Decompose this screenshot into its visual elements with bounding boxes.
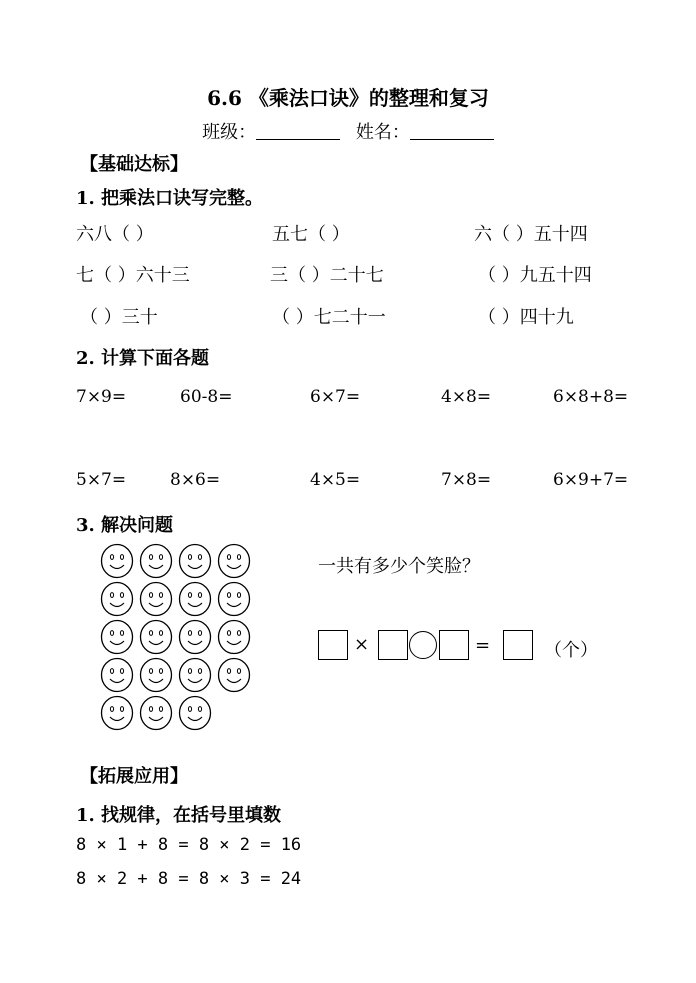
smiley-face-icon [178, 543, 212, 579]
smiley-face-icon [100, 543, 134, 579]
smiley-face-icon [178, 695, 212, 731]
unit-label: （个） [544, 640, 598, 661]
calc-item: 4×8= [441, 387, 492, 407]
fill-item: （ ）四十九 [478, 307, 574, 328]
smiley-face-icon [178, 581, 212, 617]
student-info [0, 118, 696, 144]
calc-item: 6×7= [310, 387, 361, 407]
fill-item: （ ）三十 [80, 307, 158, 328]
smiley-face-icon [100, 581, 134, 617]
fill-item: 五七（ ） [272, 224, 350, 245]
smiley-face-icon [178, 657, 212, 693]
answer-box[interactable] [503, 630, 533, 660]
answer-box[interactable] [318, 630, 348, 660]
smiley-face-icon [100, 619, 134, 655]
fill-item: 七（ ）六十三 [76, 265, 190, 286]
question-3-title: 3. 解决问题 [76, 515, 174, 536]
smiley-face-icon [139, 581, 173, 617]
answer-box[interactable] [439, 630, 469, 660]
times-symbol: × [354, 634, 370, 655]
pattern-line: 8 × 2 + 8 = 8 × 3 = 24 [76, 869, 302, 889]
class-label: 班级： [202, 122, 257, 143]
smiley-face-icon [217, 657, 251, 693]
smiley-face-icon [217, 543, 251, 579]
question-1-title: 1. 把乘法口诀写完整。 [76, 188, 264, 209]
question-2-title: 2. 计算下面各题 [76, 348, 210, 369]
fill-item: 三（ ）二十七 [270, 265, 384, 286]
smiley-face-icon [139, 657, 173, 693]
question-3-prompt: 一共有多少个笑脸？ [318, 556, 480, 577]
page-title: 6.6 《乘法口诀》的整理和复习 [207, 86, 489, 110]
calc-item: 60-8= [180, 387, 233, 407]
calc-item: 7×9= [76, 387, 127, 407]
equals-symbol: = [475, 635, 491, 656]
calc-item: 8×6= [170, 470, 221, 490]
pattern-line: 8 × 1 + 8 = 8 × 2 = 16 [76, 835, 302, 855]
fill-item: （ ）九五十四 [478, 265, 592, 286]
section-basic: 【基础达标】 [80, 154, 188, 175]
smiley-face-icon [139, 619, 173, 655]
smiley-face-icon [100, 657, 134, 693]
name-blank[interactable] [410, 123, 494, 140]
calc-item: 7×8= [441, 470, 492, 490]
smiley-face-icon [139, 543, 173, 579]
fill-item: （ ）七二十一 [272, 307, 386, 328]
smiley-face-icon [100, 695, 134, 731]
smiley-face-icon [217, 619, 251, 655]
answer-box[interactable] [378, 630, 408, 660]
class-blank[interactable] [256, 123, 340, 140]
section-extension: 【拓展应用】 [80, 766, 188, 787]
fill-item: 六（ ）五十四 [474, 224, 588, 245]
calc-item: 4×5= [310, 470, 361, 490]
smiley-face-icon [217, 581, 251, 617]
smiley-face-icon [139, 695, 173, 731]
question-4-title: 1. 找规律，在括号里填数 [76, 805, 282, 826]
calc-item: 6×9+7= [553, 470, 629, 490]
calc-item: 6×8+8= [553, 387, 629, 407]
fill-item: 六八（ ） [76, 224, 154, 245]
name-label: 姓名： [355, 122, 410, 143]
operator-circle[interactable] [409, 631, 437, 659]
calc-item: 5×7= [76, 470, 127, 490]
smiley-face-icon [178, 619, 212, 655]
